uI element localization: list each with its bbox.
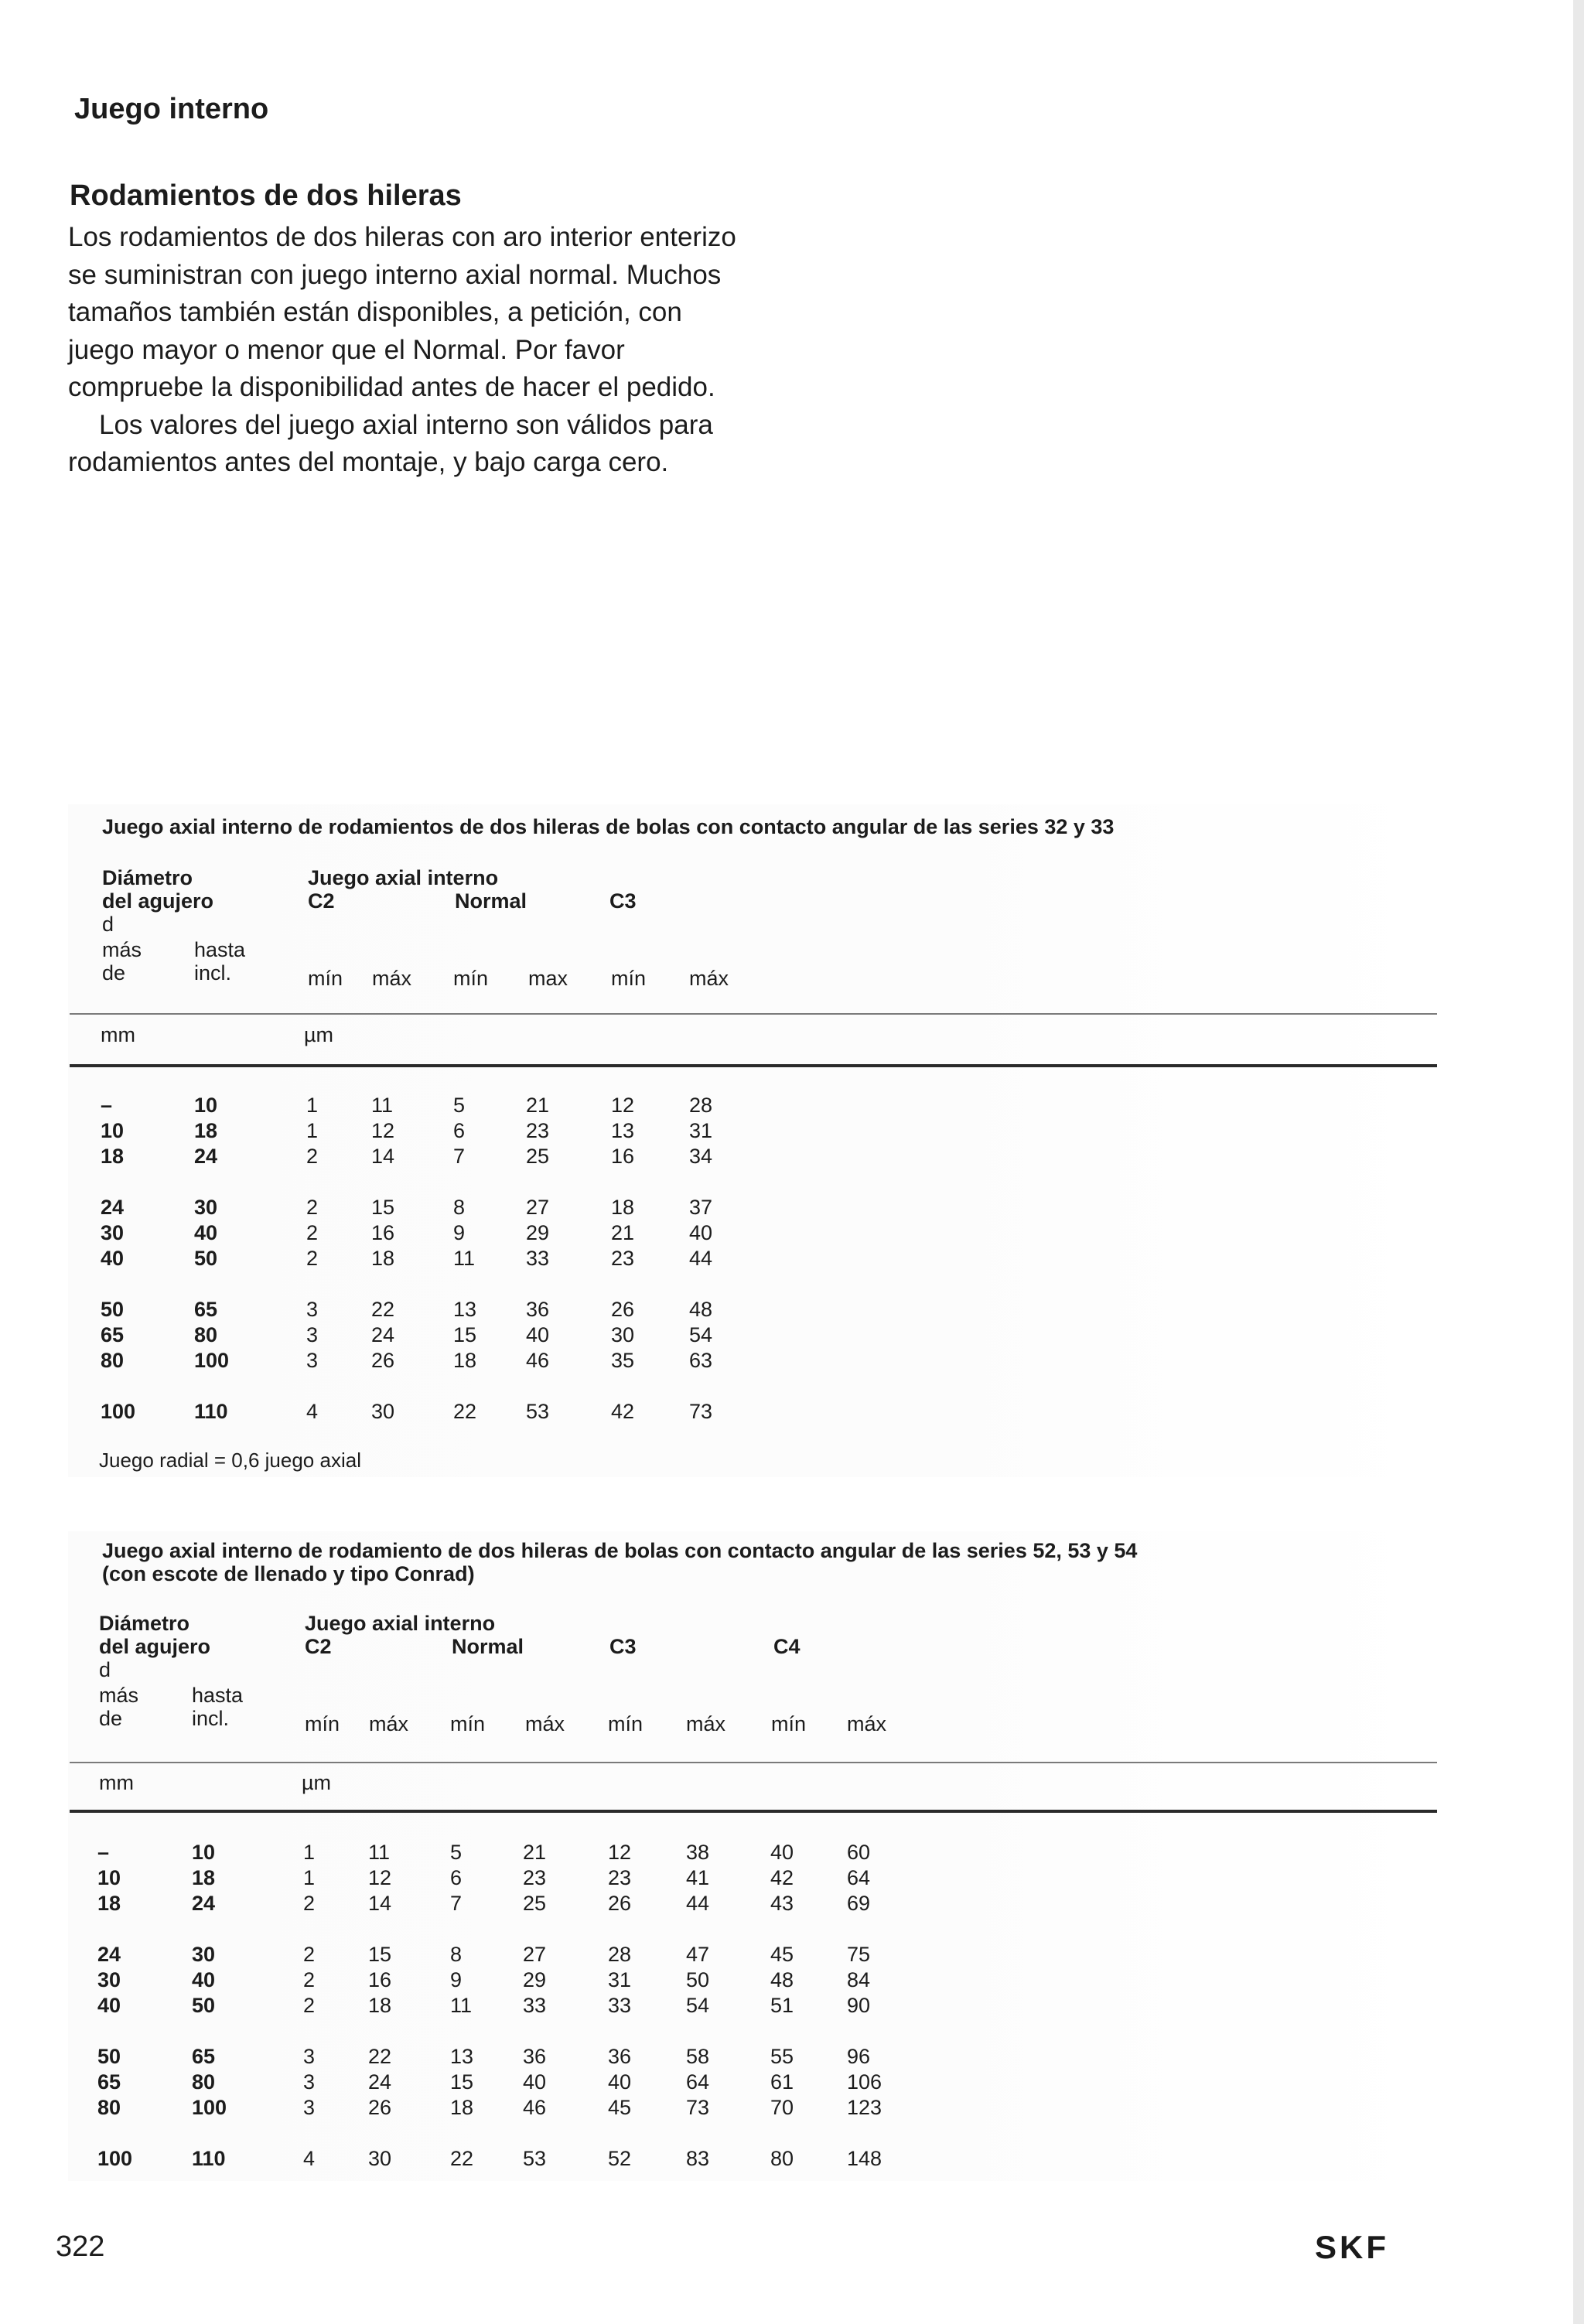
page-number: 322 — [56, 2230, 105, 2263]
clearance-cell: 23 — [611, 1247, 635, 1270]
clearance-cell: 23 — [526, 1119, 550, 1142]
diameter-cell: 30 — [101, 1221, 125, 1244]
clearance-cell: 14 — [368, 1892, 392, 1915]
clearance-cell: 28 — [689, 1094, 713, 1117]
header-max: max — [528, 967, 568, 990]
header-min: mín — [771, 1712, 807, 1735]
clearance-cell: 2 — [306, 1247, 319, 1270]
clearance-cell: 3 — [303, 2070, 316, 2094]
clearance-cell: 1 — [306, 1094, 319, 1117]
table-title: Juego axial interno de rodamientos de dos hileras de bolas con contacto angular de las series 32 y 33 — [102, 815, 1115, 838]
clearance-cell: 18 — [450, 2096, 474, 2119]
clearance-cell: 6 — [453, 1119, 466, 1142]
clearance-cell: 11 — [450, 1994, 473, 2017]
unit-um: µm — [302, 1771, 332, 1794]
clearance-cell: 18 — [368, 1994, 392, 2017]
header-class-c3: C3 — [609, 889, 637, 913]
diameter-cell: 40 — [97, 1994, 121, 2017]
clearance-cell: 51 — [770, 1994, 794, 2017]
diameter-cell: 18 — [97, 1892, 121, 1915]
clearance-cell: 22 — [368, 2045, 392, 2068]
diameter-cell: 65 — [97, 2070, 121, 2094]
header-rule — [70, 1762, 1437, 1763]
clearance-cell: 30 — [371, 1400, 395, 1423]
clearance-cell: 1 — [303, 1841, 316, 1864]
clearance-cell: 1 — [303, 1866, 316, 1889]
header-min: mín — [453, 967, 489, 990]
clearance-cell: 15 — [371, 1196, 395, 1219]
header-rule-thick — [70, 1810, 1437, 1813]
intro-text — [68, 219, 749, 482]
clearance-cell: 11 — [368, 1841, 391, 1864]
clearance-cell: 13 — [450, 2045, 474, 2068]
header-diameter-symbol: d — [99, 1658, 111, 1681]
diameter-cell: 50 — [194, 1247, 218, 1270]
diameter-cell: 80 — [194, 1323, 218, 1346]
clearance-cell: 23 — [523, 1866, 547, 1889]
header-diameter-line1: Diámetro — [102, 866, 193, 889]
clearance-cell: 48 — [770, 1968, 794, 1991]
clearance-cell: 52 — [608, 2147, 632, 2170]
header-hasta: hasta — [192, 1684, 244, 1707]
header-max: máx — [372, 967, 412, 990]
clearance-cell: 27 — [523, 1943, 547, 1966]
clearance-cell: 123 — [847, 2096, 882, 2119]
clearance-cell: 22 — [450, 2147, 474, 2170]
clearance-cell: 15 — [453, 1323, 477, 1346]
clearance-cell: 9 — [450, 1968, 463, 1991]
clearance-cell: 5 — [453, 1094, 466, 1117]
header-diameter-line1: Diámetro — [99, 1612, 190, 1635]
clearance-cell: 42 — [770, 1866, 794, 1889]
header-mas: más — [99, 1684, 139, 1707]
clearance-cell: 3 — [306, 1349, 319, 1372]
diameter-cell: 24 — [97, 1943, 121, 1966]
clearance-cell: 46 — [526, 1349, 550, 1372]
clearance-cell: 44 — [689, 1247, 713, 1270]
clearance-cell: 3 — [303, 2045, 316, 2068]
clearance-cell: 38 — [686, 1841, 710, 1864]
clearance-cell: 46 — [523, 2096, 547, 2119]
axial-clearance-table-series-52-53-54 — [68, 1531, 1437, 2181]
clearance-cell: 21 — [611, 1221, 635, 1244]
diameter-cell: 10 — [192, 1841, 216, 1864]
diameter-cell: 65 — [101, 1323, 125, 1346]
header-max: máx — [847, 1712, 887, 1735]
clearance-cell: 5 — [450, 1841, 463, 1864]
clearance-cell: 54 — [686, 1994, 710, 2017]
clearance-cell: 40 — [523, 2070, 547, 2094]
clearance-cell: 16 — [371, 1221, 395, 1244]
clearance-cell: 33 — [608, 1994, 632, 2017]
header-rule-thick — [70, 1064, 1437, 1067]
diameter-cell: 18 — [194, 1119, 218, 1142]
header-class-c2: C2 — [305, 1635, 332, 1658]
diameter-cell: 40 — [192, 1968, 216, 1991]
diameter-cell: 65 — [192, 2045, 216, 2068]
clearance-cell: 83 — [686, 2147, 710, 2170]
header-min: mín — [608, 1712, 644, 1735]
header-max: máx — [686, 1712, 726, 1735]
diameter-cell: 40 — [194, 1221, 218, 1244]
header-class-c3: C3 — [609, 1635, 637, 1658]
clearance-cell: 18 — [453, 1349, 477, 1372]
header-class-normal: Normal — [452, 1635, 524, 1658]
clearance-cell: 63 — [689, 1349, 713, 1372]
header-diameter-line2: del agujero — [99, 1635, 211, 1658]
header-min: mín — [450, 1712, 486, 1735]
clearance-cell: 11 — [371, 1094, 394, 1117]
clearance-cell: 24 — [371, 1323, 395, 1346]
clearance-cell: 25 — [523, 1892, 547, 1915]
diameter-cell: 110 — [192, 2147, 226, 2170]
clearance-cell: 12 — [368, 1866, 392, 1889]
clearance-cell: 53 — [523, 2147, 547, 2170]
diameter-cell: 80 — [97, 2096, 121, 2119]
clearance-cell: 96 — [847, 2045, 871, 2068]
page-edge-shadow — [1573, 0, 1584, 2324]
diameter-cell: 18 — [101, 1145, 125, 1168]
axial-clearance-table-series-32-33 — [68, 804, 1437, 1477]
clearance-cell: 2 — [306, 1145, 319, 1168]
diameter-cell: 110 — [194, 1400, 228, 1423]
clearance-cell: 48 — [689, 1298, 713, 1321]
clearance-cell: 2 — [306, 1196, 319, 1219]
clearance-cell: 75 — [847, 1943, 871, 1966]
clearance-cell: 14 — [371, 1145, 395, 1168]
header-rule — [70, 1013, 1437, 1015]
clearance-cell: 25 — [526, 1145, 550, 1168]
clearance-cell: 84 — [847, 1968, 871, 1991]
clearance-cell: 8 — [453, 1196, 466, 1219]
clearance-cell: 28 — [608, 1943, 632, 1966]
diameter-cell: 10 — [101, 1119, 125, 1142]
clearance-cell: 24 — [368, 2070, 392, 2094]
clearance-cell: 9 — [453, 1221, 466, 1244]
skf-logo-text: SKF — [1315, 2232, 1389, 2263]
clearance-cell: 16 — [368, 1968, 392, 1991]
header-max: máx — [369, 1712, 409, 1735]
header-group-label: Juego axial interno — [308, 866, 499, 889]
diameter-cell: 100 — [192, 2096, 227, 2119]
clearance-cell: 45 — [770, 1943, 794, 1966]
clearance-cell: 40 — [770, 1841, 794, 1864]
clearance-cell: 61 — [770, 2070, 794, 2094]
clearance-cell: 21 — [526, 1094, 550, 1117]
header-class-c2: C2 — [308, 889, 335, 913]
clearance-cell: 64 — [686, 2070, 710, 2094]
table-title-line2: (con escote de llenado y tipo Conrad) — [102, 1562, 475, 1585]
diameter-cell: 40 — [101, 1247, 125, 1270]
header-group-label: Juego axial interno — [305, 1612, 496, 1635]
section-title: Juego interno — [74, 93, 269, 125]
clearance-cell: 37 — [689, 1196, 713, 1219]
clearance-cell: 15 — [450, 2070, 474, 2094]
clearance-cell: 7 — [453, 1145, 466, 1168]
header-hasta: hasta — [194, 938, 246, 961]
clearance-cell: 18 — [611, 1196, 635, 1219]
clearance-cell: 30 — [611, 1323, 635, 1346]
header-diameter-symbol: d — [102, 913, 114, 936]
clearance-cell: 42 — [611, 1400, 635, 1423]
clearance-cell: 16 — [611, 1145, 635, 1168]
unit-mm: mm — [99, 1771, 134, 1794]
diameter-cell: 24 — [101, 1196, 125, 1219]
diameter-cell: 24 — [194, 1145, 218, 1168]
clearance-cell: 45 — [608, 2096, 632, 2119]
clearance-cell: 2 — [303, 1968, 316, 1991]
clearance-cell: 13 — [611, 1119, 635, 1142]
clearance-cell: 23 — [608, 1866, 632, 1889]
header-min: mín — [308, 967, 343, 990]
clearance-cell: 36 — [526, 1298, 550, 1321]
diameter-cell: – — [97, 1841, 110, 1864]
clearance-cell: 36 — [523, 2045, 547, 2068]
clearance-cell: 4 — [306, 1400, 319, 1423]
clearance-cell: 8 — [450, 1943, 463, 1966]
clearance-cell: 4 — [303, 2147, 316, 2170]
table-note: Juego radial = 0,6 juego axial — [99, 1449, 361, 1472]
header-de: de — [99, 1707, 123, 1730]
clearance-cell: 12 — [608, 1841, 632, 1864]
header-class-c4: C4 — [773, 1635, 801, 1658]
diameter-cell: 10 — [97, 1866, 121, 1889]
clearance-cell: 33 — [526, 1247, 550, 1270]
clearance-cell: 31 — [608, 1968, 632, 1991]
clearance-cell: 22 — [453, 1400, 477, 1423]
clearance-cell: 54 — [689, 1323, 713, 1346]
clearance-cell: 36 — [608, 2045, 632, 2068]
clearance-cell: 80 — [770, 2147, 794, 2170]
clearance-cell: 40 — [689, 1221, 713, 1244]
clearance-cell: 22 — [371, 1298, 395, 1321]
clearance-cell: 29 — [523, 1968, 547, 1991]
header-incl: incl. — [192, 1707, 230, 1730]
clearance-cell: 2 — [306, 1221, 319, 1244]
clearance-cell: 58 — [686, 2045, 710, 2068]
clearance-cell: 18 — [371, 1247, 395, 1270]
clearance-cell: 31 — [689, 1119, 713, 1142]
clearance-cell: 12 — [611, 1094, 635, 1117]
header-incl: incl. — [194, 961, 232, 985]
clearance-cell: 3 — [306, 1298, 319, 1321]
clearance-cell: 33 — [523, 1994, 547, 2017]
clearance-cell: 12 — [371, 1119, 395, 1142]
clearance-cell: 26 — [611, 1298, 635, 1321]
header-min: mín — [611, 967, 647, 990]
table-title-line1: Juego axial interno de rodamiento de dos hileras de bolas con contacto angular de las series 52, 53 y 54 — [102, 1539, 1138, 1562]
clearance-cell: 2 — [303, 1892, 316, 1915]
header-min: mín — [305, 1712, 340, 1735]
clearance-cell: 27 — [526, 1196, 550, 1219]
clearance-cell: 34 — [689, 1145, 713, 1168]
clearance-cell: 44 — [686, 1892, 710, 1915]
skf-logo — [1315, 2232, 1432, 2263]
clearance-cell: 2 — [303, 1994, 316, 2017]
diameter-cell: 30 — [97, 1968, 121, 1991]
clearance-cell: 2 — [303, 1943, 316, 1966]
header-mas: más — [102, 938, 142, 961]
clearance-cell: 13 — [453, 1298, 477, 1321]
diameter-cell: 80 — [192, 2070, 216, 2094]
header-de: de — [102, 961, 126, 985]
clearance-cell: 11 — [453, 1247, 476, 1270]
clearance-cell: 43 — [770, 1892, 794, 1915]
clearance-cell: 90 — [847, 1994, 871, 2017]
clearance-cell: 47 — [686, 1943, 710, 1966]
clearance-cell: 106 — [847, 2070, 882, 2094]
clearance-cell: 3 — [306, 1323, 319, 1346]
clearance-cell: 73 — [689, 1400, 713, 1423]
clearance-cell: 21 — [523, 1841, 547, 1864]
diameter-cell: 24 — [192, 1892, 216, 1915]
header-diameter-line2: del agujero — [102, 889, 214, 913]
clearance-cell: 73 — [686, 2096, 710, 2119]
clearance-cell: 3 — [303, 2096, 316, 2119]
clearance-cell: 40 — [526, 1323, 550, 1346]
diameter-cell: 30 — [194, 1196, 218, 1219]
diameter-cell: 50 — [192, 1994, 216, 2017]
header-max: máx — [689, 967, 729, 990]
clearance-cell: 64 — [847, 1866, 871, 1889]
clearance-cell: 40 — [608, 2070, 632, 2094]
clearance-cell: 70 — [770, 2096, 794, 2119]
diameter-cell: 80 — [101, 1349, 125, 1372]
clearance-cell: 50 — [686, 1968, 710, 1991]
subsection-title: Rodamientos de dos hileras — [70, 179, 462, 212]
clearance-cell: 35 — [611, 1349, 635, 1372]
intro-paragraph-1: Los rodamientos de dos hileras con aro interior enterizo se suministran con juego interno axial normal. Muchos tamaños también están disponibles, a petición, con juego mayor o menor que el Normal. Por favor compruebe la disponibilidad antes de hacer el pedido. — [68, 222, 736, 402]
clearance-cell: 26 — [368, 2096, 392, 2119]
header-max: máx — [525, 1712, 565, 1735]
unit-mm: mm — [101, 1023, 135, 1046]
clearance-cell: 60 — [847, 1841, 871, 1864]
diameter-cell: 100 — [97, 2147, 133, 2170]
clearance-cell: 30 — [368, 2147, 392, 2170]
clearance-cell: 55 — [770, 2045, 794, 2068]
clearance-cell: 53 — [526, 1400, 550, 1423]
clearance-cell: 69 — [847, 1892, 871, 1915]
diameter-cell: – — [101, 1094, 113, 1117]
clearance-cell: 29 — [526, 1221, 550, 1244]
clearance-cell: 6 — [450, 1866, 463, 1889]
clearance-cell: 26 — [608, 1892, 632, 1915]
clearance-cell: 26 — [371, 1349, 395, 1372]
diameter-cell: 50 — [97, 2045, 121, 2068]
diameter-cell: 65 — [194, 1298, 218, 1321]
clearance-cell: 1 — [306, 1119, 319, 1142]
intro-paragraph-2: Los valores del juego axial interno son válidos para rodamientos antes del montaje, y bajo carga cero. — [68, 409, 713, 477]
clearance-cell: 15 — [368, 1943, 392, 1966]
header-class-normal: Normal — [455, 889, 527, 913]
clearance-cell: 148 — [847, 2147, 882, 2170]
clearance-cell: 41 — [686, 1866, 710, 1889]
unit-um: µm — [304, 1023, 334, 1046]
diameter-cell: 30 — [192, 1943, 216, 1966]
clearance-cell: 7 — [450, 1892, 463, 1915]
diameter-cell: 100 — [194, 1349, 230, 1372]
diameter-cell: 18 — [192, 1866, 216, 1889]
diameter-cell: 50 — [101, 1298, 125, 1321]
diameter-cell: 10 — [194, 1094, 218, 1117]
diameter-cell: 100 — [101, 1400, 136, 1423]
